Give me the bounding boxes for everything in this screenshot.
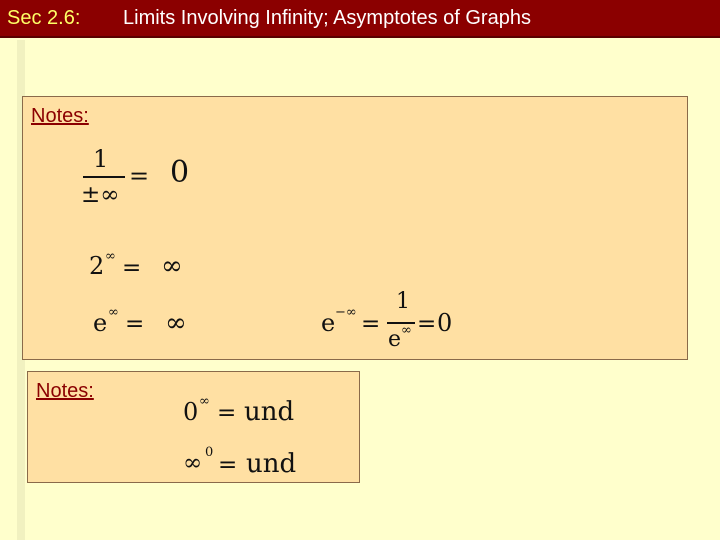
fraction-numerator: 1 [93,145,109,173]
result-value: 0 [437,309,453,337]
page-title: Limits Involving Infinity; Asymptotes of Graphs [123,7,531,29]
exponent: ∞ [105,249,116,264]
result-value: und [246,449,297,479]
result-value: 0 [170,155,190,190]
fraction-denominator-exponent: ∞ [401,323,412,338]
base: 2 [89,252,105,280]
exponent: ∞ [108,305,119,320]
fraction-denominator: ±∞ [81,182,120,208]
notes-panel-2 [27,371,360,483]
equals-sign: = [125,311,145,337]
section-number: Sec 2.6: [7,7,81,29]
notes-panel-1 [22,96,688,360]
base: 0 [183,398,199,426]
fraction-denominator-base: e [388,327,402,352]
exponent: −∞ [335,305,357,320]
title-bar [0,0,720,38]
exponent: 0 [205,445,214,460]
result-value: ∞ [165,308,187,338]
equals-sign: = [129,162,150,190]
base: e [93,309,108,337]
notes-label: Notes: [36,380,94,402]
notes-label: Notes: [31,105,89,127]
equals-sign: = [122,255,142,281]
base: ∞ [183,450,203,476]
equals-sign-2: = [417,311,437,337]
equals-sign: = [218,452,238,478]
base: e [321,309,336,337]
fraction-numerator: 1 [396,289,410,314]
result-value: und [244,397,295,427]
result-value: ∞ [161,251,183,281]
fraction-bar [83,176,125,178]
exponent: ∞ [199,394,210,409]
equals-sign: = [217,400,237,426]
equals-sign: = [361,311,381,337]
